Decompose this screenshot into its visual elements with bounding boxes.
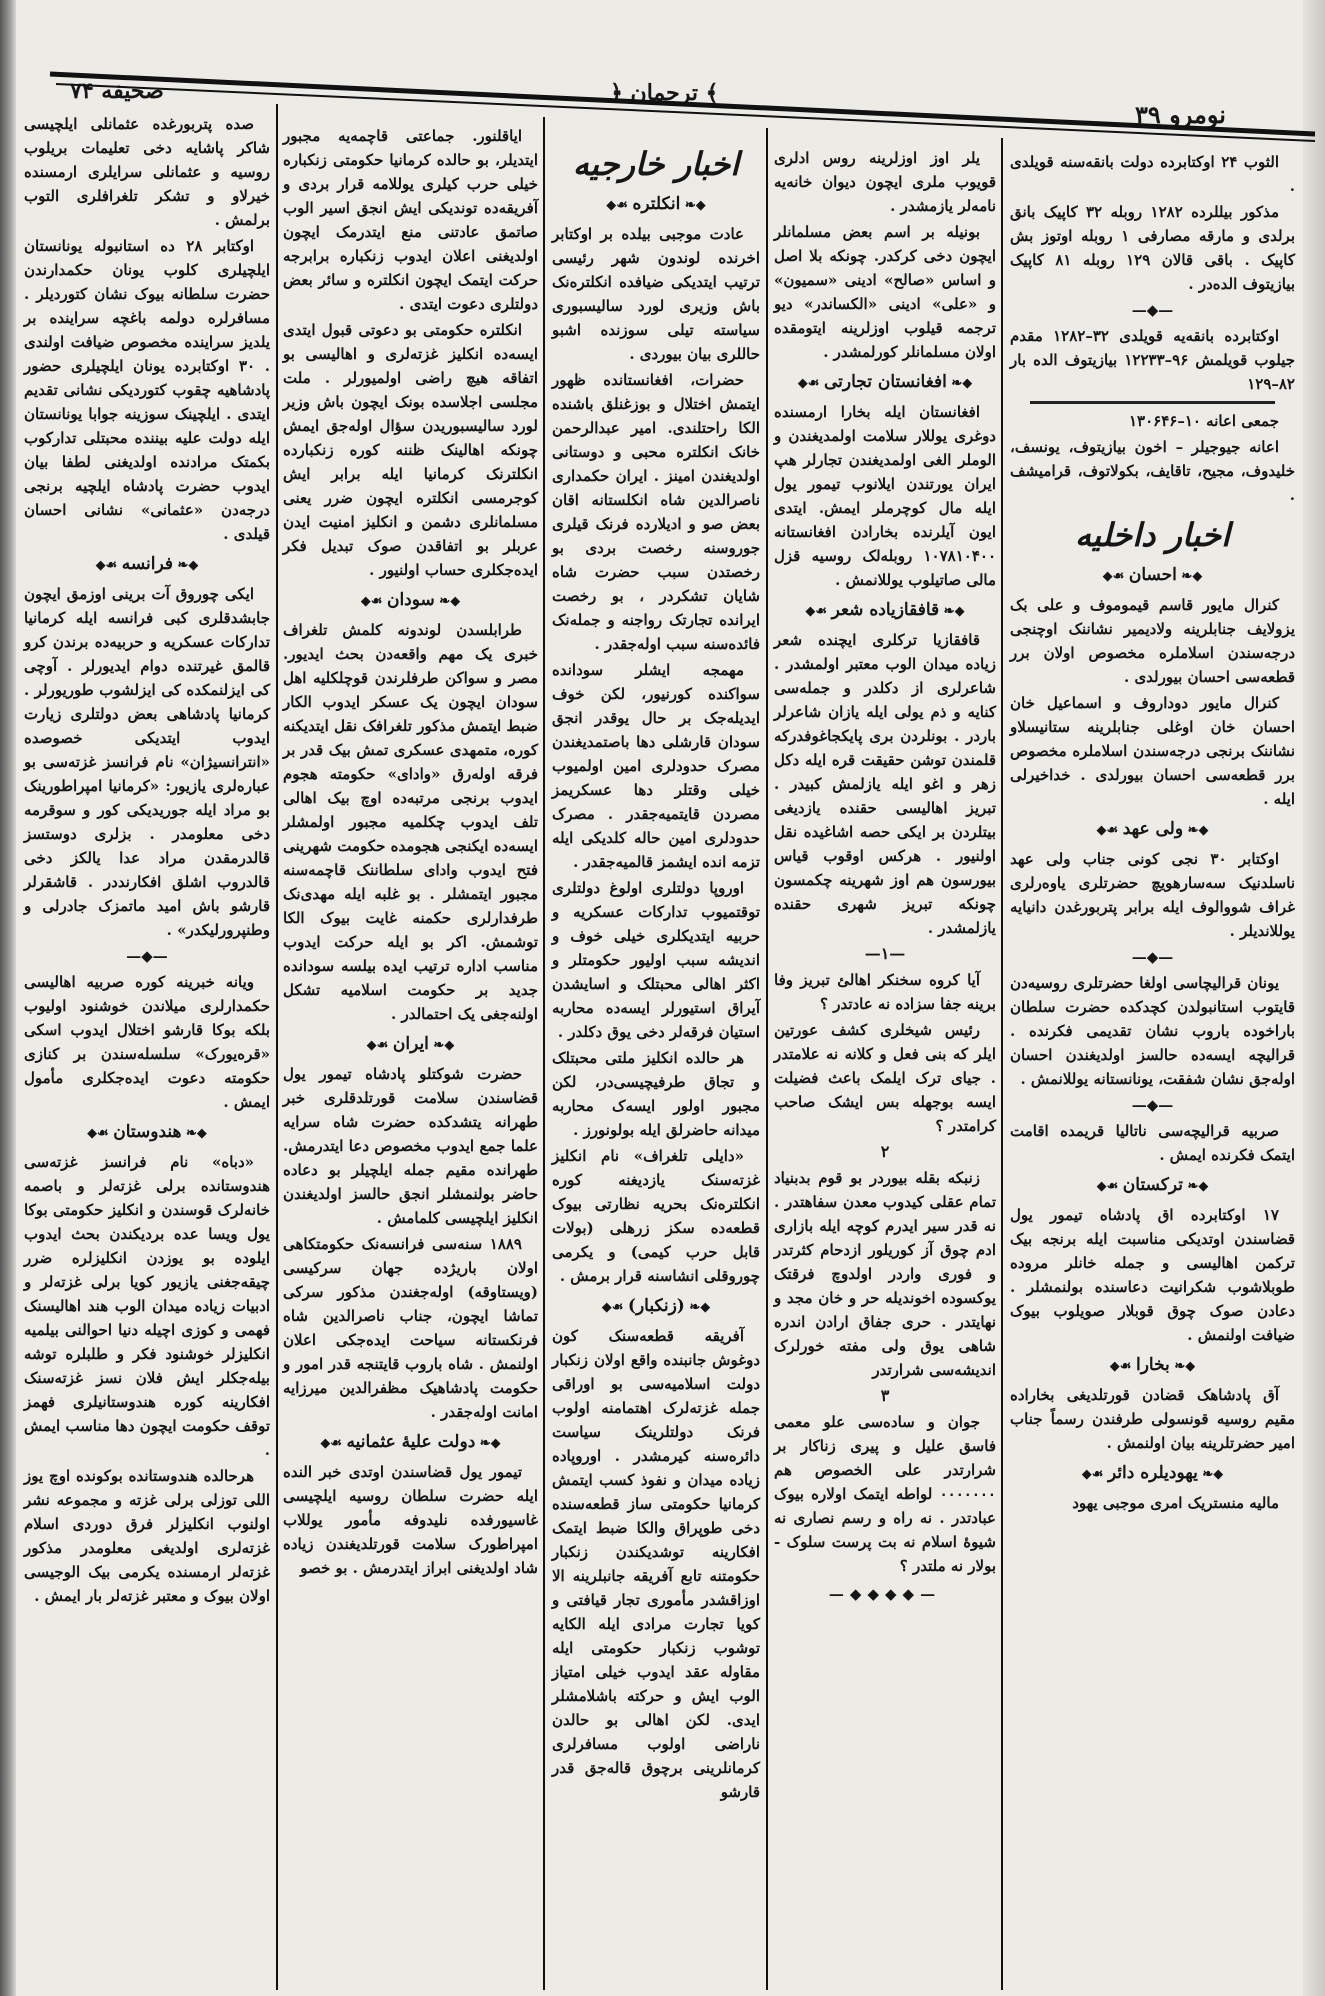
article-paragraph: آیا کروه سخنکر اهالئ تبریز وفا برینه جفا سزاده نه عادتدر ؟ <box>774 971 996 1013</box>
article-paragraph: یونان قرالیچاسی اولغا حضرتلری روسیه‌دن قایتوب استانبولدن کچدکده حضرت سلطان باراخوده باروب نشان تقدیمی فکرنده . قرالیچه ایسه‌ده حالسز اولدیغندن احسان اوله‌جق نشان شفقت، یونانستانه یوللانمش . <box>1010 974 1295 1088</box>
verse-number: ۳ <box>880 1386 890 1405</box>
article-paragraph: ایکی چوروق آت برینی اوزمق ایچون جابشدقلری کبی فرانسه ایله کرمانیا تدارکات عسکریه و حربیه‌ده برندن کرو قالمق غیرتنده دوام ایدیورلر . آوچی کی ایزلنمکده کی ایزلشوب طوریورلر . کرمانیا پادشاهی بعض دولتلری زیارت ایدوب ایتدیکی خصوصده «انترانسیژان» نام فرانسز غزته‌سی بو عباره‌لری یازیور: «کرمانیا امپراطورینک بو مراد ایله جوریدیکی کور و سوقرمه دخی معلومدر . بزلری دوستسز قالدرمقدن مراد عدا یالکز دخی قالدروب اشلق افکارنددر . قاشقرلر قارشو باش امید ماتمزک جادرلی و وطنپرورلیکدر» . <box>24 585 270 939</box>
column-4 <box>774 146 996 1610</box>
article-paragraph: عادت موجبی بیلده بر اوکتابر اخرنده لوندون شهر رئیسی ترتیب ایتدیکی ضیافده انکلتره‌نک باش وزیری لورد سالیسبوری سیاسته تیلی سوزنده اشبو حاللری بیان بیوردی . <box>552 225 760 363</box>
section-heading: ◆❧ فرانسه ☙◆ <box>24 552 270 578</box>
article-paragraph: هر حالده انکلیز ملتی محبتلک و تجاق طرفیچیسی‌در، لکن مجبور اولور ایسه‌ک محاربه میدانه حاضرلق ایله بولونورز . <box>552 1049 760 1139</box>
article-paragraph: اوکتابر ۳۰ نجی کونی جناب ولی عهد ناسلدنیک سه‌سارهویچ حضرتلری یاوه‌رلری غراف شووالوف ایله برابر پتربورغدن دانیایه یوللاندیلر . <box>1010 850 1295 940</box>
section-heading: ◆❧ یهودیلره دائر ☙◆ <box>1010 1461 1295 1487</box>
article-paragraph: تیمور یول قضاسندن اوتدی خبر النده ایله حضرت سلطان روسیه ایلچیسی غاسیورفده نلیدوفه مأمور یوللاب امپراطورک سلامت قورتلدیغندن زیاده شاد اولدیغنی ابراز ایتدرمش . بو خصو <box>283 1463 538 1577</box>
article-paragraph: اوکتابرده بانقه‌یه قویلدی ۳۲–۱۲۸۲ مقدم جیلوب قویلمش ۹۶–۱۲۲۳۳ بیازیتوف الده بار ۸۲–۱۲۹ <box>1010 327 1296 393</box>
article-paragraph: رئیس شیخلری کشف عورتین ایلر که بنی فعل و کلانه نه علامتدر . جیای ترک ایلمک باعث فضیلت ایسه بوجهله بس ایشک صاحب کرامتدر ؟ <box>774 1021 996 1135</box>
article-paragraph: قافقازیا ترکلری ایچنده شعر زیاده میدان الوب معتبر اولمشدر . شاعرلری از دکلدر و جمله‌سی کنایه و ذم یولی ایله یازان شاعرلر باردر . بونلردن بری پایکجاغوفدرکه قلمندن توشن حقیقت قره ایله دکل زهر و اغو ایله یازلمش کبیدر . تبریز اهالیسی حقنده یازدیغی بیتلردن بر ایکی حصه اشاغیده نقل اولنیور . هرکس اوقوب قیاس بیورسون هم اوز شهرینه چکمسون چونکه تبریز شهری حقنده یازلمشدر . <box>774 631 996 937</box>
section-heading: ◆❧ بخارا ☙◆ <box>1010 1353 1295 1379</box>
section-heading: ◆❧ افغانستان تجارتی ☙◆ <box>774 370 996 396</box>
section-heading: ◆❧ سودان ☙◆ <box>283 588 538 614</box>
section-heading: ◆❧ ترکستان ☙◆ <box>1010 1173 1295 1199</box>
article-paragraph: ویانه خبرینه کوره صربیه اهالیسی حکمدارلری میلاندن خوشنود اولیوب بلکه بوکا قارشو اختلال ایدوب اسکی «قره‌یورک» سلسله‌سندن بر کنازی حکومته دعوت ایده‌جکلری مأمول ایمش . <box>24 973 270 1111</box>
article-paragraph: جمعی اعانه ۱۰–۱۳۰۶۴۶ <box>1128 412 1279 430</box>
divider: —◆— <box>1131 1096 1174 1114</box>
page-section-title: اخبار داخلیه <box>1075 516 1230 554</box>
article-paragraph: جوان و ساده‌سی علو معمی فاسق علیل و پیری زناکار بر شرارتدر علی الخصوص هم ۰۰۰۰۰۰۰ لواطه ایتمک اولاره بیوک عبادتدر . نه راه و رسم نصاری نه شیوهٔ اسلام نه بت پرست سلوک - بولار نه ملتدر ؟ <box>774 1413 996 1575</box>
article-paragraph: ۱۷ اوکتابرده اق پادشاه تیمور یول قضاسندن اوتدیکی مناسبت ایله برنجه بیک ترکمن اهالیسی و جمله خانلر مروده طوبلاشوب شکرانیت دعاسنده بولنمشلر . دعادن صوک چوق قوبلار صویلوب بیوک ضیافت اولنمش . <box>1010 1206 1295 1344</box>
article-paragraph: افغانستان ایله بخارا ارمسنده دوغری یوللار سلامت اولمدیغندن و الوملر الغی اولمدیغندن تجارلر هپ ایران یورتندن ایلانوب تیمور یول ایله مال کوچرملر ایمش. ایتدی ایون آیلرنده بخارادن افغانستانه ۱۰۷۸۱۰۴۰۰ روبله‌لک روسیه قزل مالی صاتیلوب یوللانمش . <box>774 403 996 589</box>
article-paragraph: حضرات، افغانستانده ظهور ایتمش اختلال و بوزغنلق باشنده الکا راحتلندی. امیر عبدالرحمن خانک انکلتره محبی و دوستانی اولدیغندن امینز . ایران حکمداری ناصرالدین شاه انکلستانه اقان بعض صو و ادیلارده فرنک قیلری جوروسنه رخصت بردی بو رخصتدن سبب حضرت شاه شایان تشکردر ، بو رخصت ایرانده تجارتک رواجنه و جمله‌نک فائده‌سنه سبب اوله‌جقدر . <box>552 371 760 653</box>
column-5 <box>1010 150 1295 1517</box>
divider: —◆— <box>1131 948 1174 966</box>
article-paragraph: کنرال مایور دوداروف و اسماعیل خان احسان خان اوغلی جنابلرینه ستانیسلاو نشاننک برنجی درجه‌سندن اسلاملره مخصوص برر قطعه‌سی احسان بیورلدی . خداخیرلی ایله . <box>1010 694 1295 808</box>
article-paragraph: کنرال مایور قاسم قیموموف و علی بک یزولایف جنابلرینه ولادیمیر نشاننک اوچنجی درجه‌سندن اسلاملره مخصوص اولان برر قطعه‌سی احسان بیورلدی . <box>1010 596 1295 686</box>
section-heading: ◆❧ هندوستان ☙◆ <box>24 1120 270 1146</box>
ornament: —◆◆◆◆— <box>828 1585 942 1603</box>
rule <box>1030 401 1275 404</box>
article-paragraph: اوروپا دولتلری اولوغ دولتلری توقتمیوب تدارکات عسکریه و حربیه ایتدیکلری خیلی خوف و اندیشه سبب اولیور حکومتلر و اکثر اهالی محبتلک و اسایشدن آیراق استیورلر ایسه‌ده محاربه استیان فرقه‌لر دخی یوق دکلدر . <box>552 879 760 1041</box>
column-3 <box>552 136 760 1806</box>
issue-number: نومرو ۳۹ <box>1135 100 1226 129</box>
verse-number: ۲ <box>880 1142 890 1161</box>
article-paragraph: زنبکه بقله بیوردر بو قوم بدبنیاد تمام عقلی کیدوب معدن سفاهتدر . نه قدر سیر ایدرم کوچه ایله بازاری ادم چوق آز کوریلور ازدحام کثرتدر و فوری واردر اولدوچ فرقتک یوکسوده اخوندیله حر و خان مجد و نهایتدر . حری جفاق ارادن اندره شاهی یوق ولی مفته خورلرک اندیشه‌سی شرارتدر <box>774 1169 996 1379</box>
divider: —◆— <box>1131 301 1174 319</box>
article-paragraph: الثوب ۲۴ اوکتابرده دولت بانقه‌سنه قویلدی . <box>1010 153 1295 195</box>
article-paragraph: بونیله بر اسم بعض مسلمانلر ایچون دخی کرکدر. چونکه بلا اصل و اساس «صالح» ادینی «سمیون» و «علی» ادینی «الکساندر» دیو ترجمه قیلوب اوزلرینه ایتومقده اولان مسلمانلر کورلمشدر . <box>774 223 996 361</box>
section-heading: ◆❧ دولت علیهٔ عثمانیه ☙◆ <box>283 1430 538 1456</box>
section-heading: ◆❧ انکلتره ☙◆ <box>552 192 760 218</box>
divider: —◆— <box>126 947 168 965</box>
article-paragraph: «دایلی تلغراف» نام انکلیز غزته‌سنک یازدیغنه کوره انکلتره‌نک بحریه نظارتی بیوک قطعه‌ده سکز زرهلی (بولات قابل حرب کیمی) و یکرمی چوروقلی انشاسنه قرار برمش . <box>552 1147 760 1285</box>
section-heading: ◆❧ ولی عهد ☙◆ <box>1010 817 1295 843</box>
article-paragraph: «دباه» نام فرانسز غزته‌سی هندوستانده برلی غزته‌لر و باصمه خانه‌لرک قوسندن و انکلیز حکومتی بوکا یول ویسا عده بردیکندن بحث ایدوب ایلوده بو یوزدن انکلیزلره ضرر چیقه‌جغنی یازیور کویا برلی غزته‌لر و ادبیات زیاده میدان الوب هند اهالیسنک فهمی و کوزی اچیله دنیا احوالنی بیلمیه انکلیزلر خوشنود فکر و طلبلره توشه بیله‌جکلر ایش فلان نسز غزته‌سنک افکارینه کوره هندوستانیلری فهمز توقف حکومت ایچون دها مناسب ایمش . <box>24 1153 270 1459</box>
article-paragraph: مالیه منستریک امری موجبی یهود <box>1072 1494 1279 1512</box>
newspaper-title: ﴾ ترجمان ﴿ <box>610 80 719 106</box>
article-paragraph: آق پادشاهک قضادن قورتلدیغی بخاراده مقیم روسیه قونسولی طرفندن رسماً جناب امیر حضرتلرینه بیان اولنمش . <box>1010 1386 1295 1452</box>
article-paragraph: اوکتابر ۲۸ ده استانبوله یونانستان ایلچیلری کلوب یونان حکمدارندن حضرت سلطانه بیوک نشان کتوردیلر . مسافرلره دولمه باغچه سراینده بر یلدیز سراینده مخصوص ضیافت اولندی . ۳۰ اوکتابرده یونان ایلچیلری حضور پادشاهیه چقوب کتوردیکی نشانی تقدیم ایتدی . ایلچینک سوزینه جوابا یونانستان ایله دولت علیه بیننده محبتلی تدارکوب بکمتک مرادنده اولدیغنی لطفا بیان ایدوب حضرت پادشاه ایلچیه برنجی درجه‌دن «عثمانی» نشانی احسان قیلدی . <box>24 237 270 543</box>
article-paragraph: اعانه جیوجیلر – اخون بیازیتوف، یونسف، خلیدوف، مجیح، تاقایف، بکولاتوف، قرامیشف . <box>1010 438 1295 504</box>
section-heading: ◆❧ احسان ☙◆ <box>1010 563 1295 589</box>
article-paragraph: آفریقه قطعه‌سنک کون دوغوش جانبنده واقع اولان زنکبار دولت اسلامیه‌سی بو اوراقی جمله غزته‌لرک اهتمامنه اولوب فرنک دولتلرینک سیاست دائره‌سنه کیرمشدر . اوروپاده زیاده میدان و نفوذ کسب ایتمش کرمانیا حکومتی ساز قطعه‌سنده دخی طوپراق والکا ضبط ایتمک افکارینه توشدیکندن زنکبار حکومتنه تابع آفریقه جانبلرینه الا اوزاقشدر مأموری تجار قیافتی و کویا تجارت مرادی ایله الکایه توشوب زنکبار حکومتی ایله مقاوله عقد ایدوب خیلی امتیاز الوب ایش و حرکته باشلامشلر ایدی. لکن اهالی بو حالدن ناراضی اولوب مسافرلری کرمانلرینی برچوق قاله‌جق قدر قارشو <box>552 1327 760 1801</box>
article-paragraph: حضرت شوکتلو پادشاه تیمور یول قضاسندن سلامت قورتلدقلری خبر طهرانه یتشدکده حضرت شاه سرایه علما جمع ایدوب مخصوص دعا ایتدرمش. طهرانده مقیم جمله ایلچیلر بو دعاده حاضر بولنمشلر انجق حالسز اولدیغندن انکلیز ایلچیسی کلمامش . <box>283 1065 538 1227</box>
article-paragraph: یلر اوز اوزلرینه روس ادلری قویوب ملری ایچون دیوان خانه‌یه نامه‌لر یازمشدر . <box>774 149 996 215</box>
article-paragraph: صربیه قرالیچه‌سی ناتالیا قریمده اقامت ایتمک فکرنده ایمش . <box>1010 1122 1295 1164</box>
article-paragraph: ۱۸۸۹ سنه‌سی فرانسه‌نک حکومتکاهی اولان باریژده جهان سرکیسی (ویستاوقه) اوله‌جغندن مذکور سرکی تماشا ایچون، جناب ناصرالدین شاه فرنکستانه سیاحت ایده‌جکی اعلان اولنمش . شاه باروب قایتنجه قدر امور و حکومت پادشاهیک مظفرالدین میرزایه امانت اوله‌جقدر . <box>283 1235 538 1421</box>
column-2 <box>283 124 538 1582</box>
article-paragraph: هرحالده هندوستانده بوکونده اوچ یوز اللی توزلی برلی غزته و مجموعه نشر اولنوب انکلیزلر فرق دوردی اسلام غزته‌لری اولدیغی معلومدر مذکور غزته‌لر ارمسنده یکرمی بیک الوجیسی اولان بیوک و معتبر غزته‌لر بار ایمش . <box>24 1467 270 1605</box>
verse-number: —۱— <box>864 944 906 963</box>
section-heading: ◆❧ (زنکبار) ☙◆ <box>552 1294 760 1320</box>
page-section-title: اخبار خارجیه <box>572 145 740 183</box>
article-paragraph: مذکور بیللرده ۱۲۸۲ روبله ۳۲ کاپیک بانق برلدی و مارقه مصارفی ۱ روبله اوتوز بش کاپیک . باقی قالان ۱۲۹ روبله ۸۱ کاپیک بیازیتوف الده‌در . <box>1010 203 1296 293</box>
section-heading: ◆❧ قافقازیاده شعر ☙◆ <box>774 598 996 624</box>
column-1 <box>24 112 270 1610</box>
article-paragraph: طرابلسدن لوندونه کلمش تلغراف خبری یک مهم واقعه‌دن بحث ایدیور. مصر و سواکن طرفلرندن قوچلکلیه اهل سودان ایچون یک عسکر ایدوب الکار ضبط ایتمش مذکور تلغرافک نقل ایتدیکنه کوره، متمهدی عسکری تمش بیک قدر بر فرقه اوله‌رق «وادای» حکومته هجوم ایدوب برنجی مرتبه‌ده اوچ بیک اهالی تلف ایدوب چکلمیه مجبور اولمشلر ایسه‌ده ایکنجی هجومده حکومت شهرینی فتح ایدوب وادای سلطاننک قاچمه‌سنه مجبور ایتمشلر . بو غلبه ایله مهدی‌نک طرفدارلری حکمنه غایت بیوک الکا توشمش. اکر بو ایله حرکت ایدوب مناسب اداره ترتیب ایده بیلسه سودانده جدید بر حکومت اسلامیه تشکل اولنه‌جغی یک احتمالدر . <box>283 621 538 1023</box>
page-number: صحیفه ۷۴ <box>70 78 164 104</box>
article-paragraph: ایاقلنور. جماعتی قاچمه‌یه مجبور ایتدیلر، بو حالده کرمانیا حکومتی زنکباره خیلی حرب کیلری یوللامه قرار بردی و آفریقه‌ده توندیکی ایش انجق اسیر الوب صاتمق عادتنی منع ایتدرمک ایچون اولدیغنی اعلان ایدوب زنکباره برابرجه حرکت ایتمک ایچون انکلتره و سائر بعض دولتلری دعوت ایتدی . <box>283 127 538 313</box>
article-paragraph: صده پتربورغده عثمانلی ایلچیسی شاکر پاشایه دخی تعلیمات بریلوب روسیه و عثمانلی سرایلری ارمسنده خیرلاو و تشکر تلغرافلری التوب برلمش . <box>24 115 270 229</box>
section-heading: ◆❧ ایران ☙◆ <box>283 1032 538 1058</box>
article-paragraph: مهمجه ایشلر سودانده سواکنده کورنیور، لکن خوف ایدیله‌جک بر حال یوقدر انجق سودان قارشلی دها باصتمدیغندن مصرک حدودلری امین اولمیوب خیلی وقتلر دها عسکریمز مصردن قایتمیه‌جقدر . مصرک حدودلری امین حاله کلدیکی ایله تزمه انده ایشمز قالمیه‌جقدر . <box>552 661 760 871</box>
article-paragraph: انکلتره حکومتی بو دعوتی قبول ایتدی ایسه‌ده انکلیز غزته‌لری و اهالیسی بو اتفاقه هیچ راضی اولمیورلر . ملت مجلسی اجلاسده بونک ایچون باش وزیر لورد سالیسبوریدن سؤال اوله‌جق ایمش چونکه اهالینک ظننه کوره زنکبارده انکلترنک کرمانیا ایله برابر ایش کوجرمسی انکلتره ایچون ضرر یعنی مسلمانلری دشمن و انکلیز امنیت ایدن عربلر بو اتفاقدن صوک تبدیل فکر ایده‌جکلری حساب اولنیور . <box>283 321 538 579</box>
